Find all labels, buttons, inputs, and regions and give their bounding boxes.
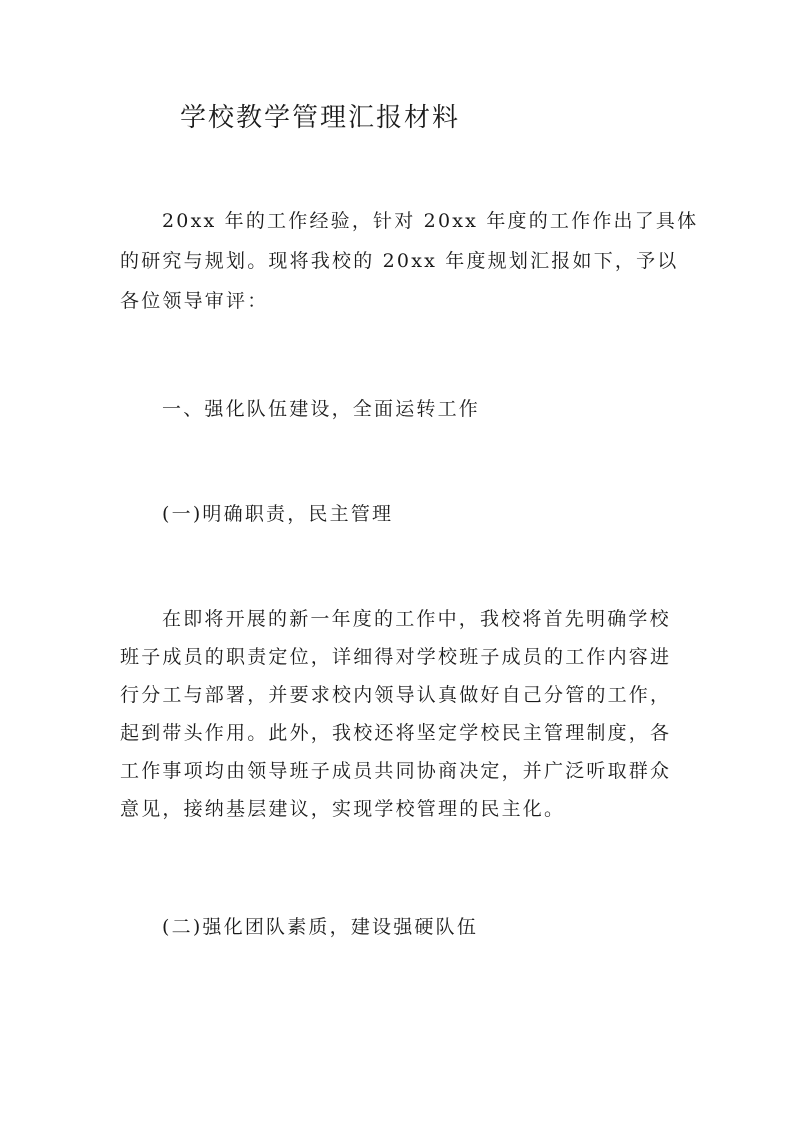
section-heading-1: 一、强化队伍建设，全面运转工作: [162, 398, 481, 420]
intro-line-3: 各位领导审评：: [120, 290, 269, 312]
paragraph-line-4: 起到带头作用。此外，我校还将坚定学校民主管理制度，各: [120, 722, 672, 744]
subsection-heading-1: (一)明确职责，民主管理: [162, 503, 394, 525]
paragraph-line-6: 意见，接纳基层建议，实现学校管理的民主化。: [120, 798, 566, 820]
intro-line-1: 20xx 年的工作经验，针对 20xx 年度的工作作出了具体: [162, 210, 699, 232]
paragraph-line-3: 行分工与部署，并要求校内领导认真做好自己分管的工作，: [120, 684, 672, 706]
paragraph-line-2: 班子成员的职责定位，详细得对学校班子成员的工作内容进: [120, 646, 672, 668]
document-title: 学校教学管理汇报材料: [180, 103, 461, 133]
paragraph-line-5: 工作事项均由领导班子成员共同协商决定，并广泛听取群众: [120, 760, 672, 782]
subsection-heading-2: (二)强化团队素质，建设强硬队伍: [162, 916, 479, 938]
intro-line-2: 的研究与规划。现将我校的 20xx 年度规划汇报如下，予以: [120, 250, 679, 272]
paragraph-line-1: 在即将开展的新一年度的工作中，我校将首先明确学校: [162, 608, 671, 630]
